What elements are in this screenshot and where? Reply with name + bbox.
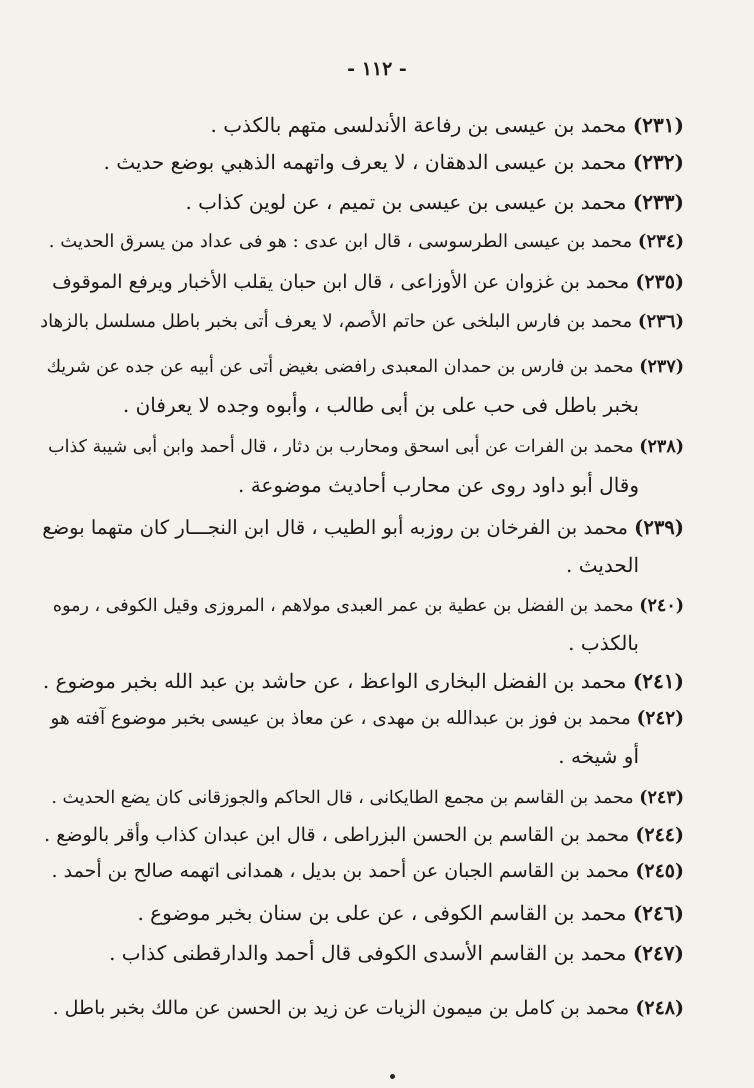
page-number: - ١١٢ - [347, 58, 407, 80]
entry-240-continuation: بالكذب . [568, 631, 639, 655]
entry-244: (٢٤٤) محمد بن القاسم بن الحسن البزراطى ، قال ابن عبدان كذاب وأقر بالوضع . [44, 824, 684, 846]
entry-239-continuation: الحديث . [566, 553, 639, 577]
entry-239: (٢٣٩) محمد بن الفرخان بن روزبه أبو الطيب ، قال ابن النجـــار كان متهما بوضع [42, 516, 684, 539]
entry-237-continuation: بخبر باطل فى حب على بن أبى طالب ، وأبوه وجده لا يعرفان . [122, 393, 639, 417]
entry-247: (٢٤٧) محمد بن القاسم الأسدى الكوفى قال أحمد والدارقطنى كذاب . [109, 941, 684, 965]
entry-240: (٢٤٠) محمد بن الفضل بن عطية بن عمر العبدى مولاهم ، المروزى وقيل الكوفى ، رموه [52, 596, 684, 616]
entry-236: (٢٣٦) محمد بن فارس البلخى عن حاتم الأصم، لا يعرف أتى بخبر باطل مسلسل بالزهاد [40, 311, 684, 332]
entry-245: (٢٤٥) محمد بن القاسم الجبان عن أحمد بن بديل ، همدانى اتهمه صالح بن أحمد . [51, 860, 684, 882]
entry-243: (٢٤٣) محمد بن القاسم بن مجمع الطايكانى ، قال الحاكم والجوزقانى كان يضع الحديث . [51, 788, 684, 808]
page-dot [390, 1074, 395, 1079]
entry-235: (٢٣٥) محمد بن غزوان عن الأوزاعى ، قال ابن حبان يقلب الأخبار ويرفع الموقوف [52, 271, 684, 293]
entry-238: (٢٣٨) محمد بن الفرات عن أبى اسحق ومحارب بن دثار ، قال أحمد وابن أبى شيبة كذاب [48, 437, 684, 457]
entry-232: (٢٣٢) محمد بن عيسى الدهقان ، لا يعرف واتهمه الذهبي بوضع حديث . [103, 150, 684, 174]
entry-231: (٢٣١) محمد بن عيسى بن رفاعة الأندلسى متهم بالكذب . [210, 113, 684, 137]
entry-234: (٢٣٤) محمد بن عيسى الطرسوسى ، قال ابن عدى : هو فى عداد من يسرق الحديث . [48, 231, 684, 252]
entry-242: (٢٤٢) محمد بن فوز بن عبدالله بن مهدى ، عن معاذ بن عيسى بخبر موضوع آفته هو [50, 708, 684, 729]
entry-241: (٢٤١) محمد بن الفضل البخارى الواعظ ، عن حاشد بن عبد الله بخبر موضوع . [42, 669, 684, 693]
entry-248: (٢٤٨) محمد بن كامل بن ميمون الزيات عن زيد بن الحسن عن مالك بخبر باطل . [52, 997, 684, 1019]
entry-246: (٢٤٦) محمد بن القاسم الكوفى ، عن على بن سنان بخبر موضوع . [137, 901, 684, 925]
entry-233: (٢٣٣) محمد بن عيسى بن عيسى بن تميم ، عن لوين كذاب . [185, 190, 684, 214]
entry-242-continuation: أو شيخه . [558, 744, 639, 768]
entry-237: (٢٣٧) محمد بن فارس بن حمدان المعبدى رافضى بغيض أتى عن أبيه عن جده عن شريك [46, 357, 684, 377]
entry-238-continuation: وقال أبو داود روى عن محارب أحاديث موضوعة . [237, 473, 639, 497]
